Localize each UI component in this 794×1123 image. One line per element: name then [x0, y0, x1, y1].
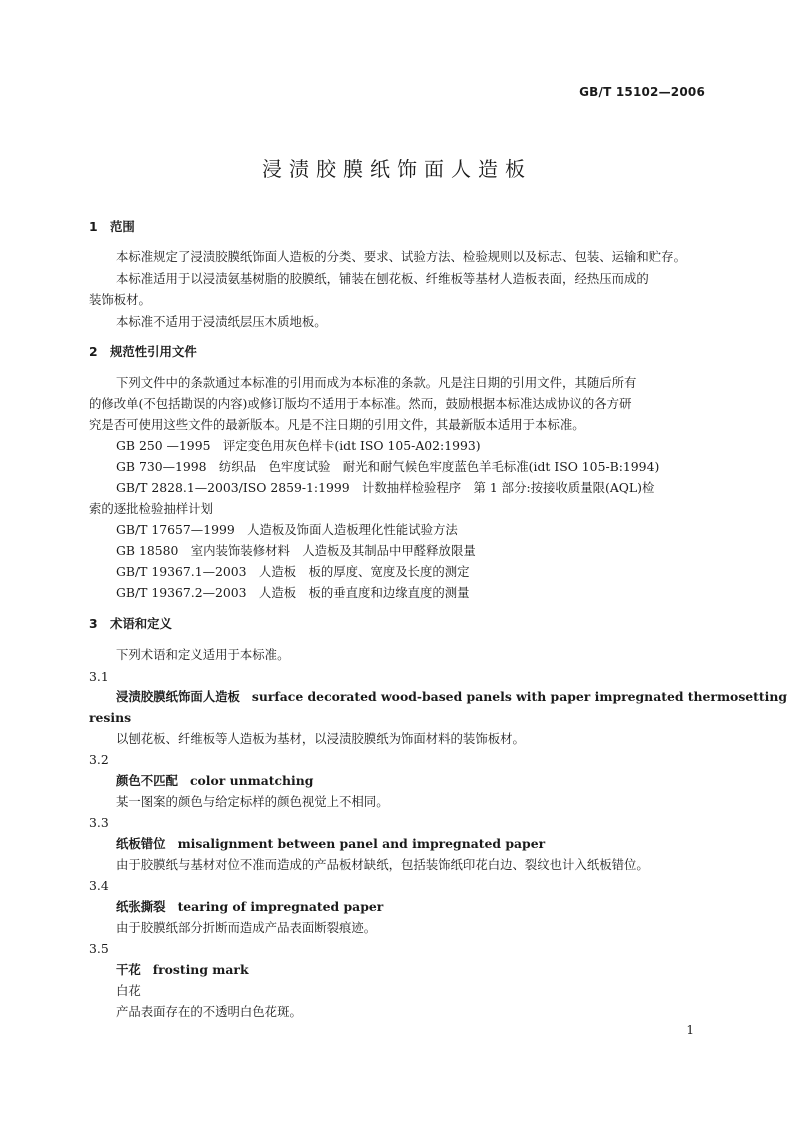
- term-definition: 由于胶膜纸部分折断而造成产品表面断裂痕迹。: [116, 920, 377, 935]
- term-number: 3.2: [89, 752, 109, 767]
- term-number: 3.5: [89, 941, 109, 956]
- paragraph: 本标准适用于以浸渍氨基树脂的胶膜纸，铺装在刨花板、纤维板等基材人造板表面，经热压而成的: [116, 271, 649, 286]
- term-heading: 浸渍胶膜纸饰面人造板 surface decorated wood-based panels with paper impregnated thermosetting: [116, 689, 788, 704]
- paragraph-cont: 装饰板材。: [89, 292, 151, 307]
- standard-code: GB/T 15102—2006: [579, 85, 705, 99]
- reference-item-cont: 索的逐批检验抽样计划: [89, 501, 213, 516]
- term-number: 3.3: [89, 815, 109, 830]
- reference-item: GB 250 —1995 评定变色用灰色样卡(idt ISO 105-A02:1993): [116, 438, 481, 453]
- section-1-heading: 1 范围: [89, 219, 135, 234]
- paragraph-cont: 究是否可使用这些文件的最新版本。凡是不注日期的引用文件，其最新版本适用于本标准。: [89, 417, 585, 432]
- term-number: 3.4: [89, 878, 109, 893]
- reference-item: GB/T 19367.1—2003 人造板 板的厚度、宽度及长度的测定: [116, 564, 470, 579]
- term-heading: 干花 frosting mark: [116, 962, 249, 977]
- term-definition: 产品表面存在的不透明白色花斑。: [116, 1004, 302, 1019]
- term-definition: 某一图案的颜色与给定标样的颜色视觉上不相同。: [116, 794, 389, 809]
- term-definition: 以刨花板、纤维板等人造板为基材，以浸渍胶膜纸为饰面材料的装饰板材。: [116, 731, 525, 746]
- page-number: 1: [686, 1023, 694, 1037]
- term-number: 3.1: [89, 669, 109, 684]
- section-3-heading: 3 术语和定义: [89, 616, 172, 631]
- paragraph: 下列文件中的条款通过本标准的引用而成为本标准的条款。凡是注日期的引用文件，其随后所有: [116, 375, 637, 390]
- reference-item: GB 730—1998 纺织品 色牢度试验 耐光和耐气候色牢度蓝色羊毛标准(idt ISO 105-B:1994): [116, 459, 660, 474]
- paragraph-cont: 的修改单(不包括勘误的内容)或修订版均不适用于本标准。然而，鼓励根据本标准达成协议的各方研: [89, 396, 632, 411]
- reference-item: GB 18580 室内装饰装修材料 人造板及其制品中甲醛释放限量: [116, 543, 476, 558]
- term-heading: 纸板错位 misalignment between panel and impregnated paper: [116, 836, 546, 851]
- term-heading: 纸张撕裂 tearing of impregnated paper: [116, 899, 384, 914]
- term-heading-cont: resins: [89, 710, 132, 725]
- term-heading: 颜色不匹配 color unmatching: [116, 773, 314, 788]
- paragraph: 本标准规定了浸渍胶膜纸饰面人造板的分类、要求、试验方法、检验规则以及标志、包装、运输和贮存。: [116, 249, 686, 264]
- paragraph: 本标准不适用于浸渍纸层压木质地板。: [116, 314, 327, 329]
- paragraph: 下列术语和定义适用于本标准。: [116, 647, 290, 662]
- document-title: 浸渍胶膜纸饰面人造板: [262, 157, 532, 181]
- term-definition: 由于胶膜纸与基材对位不准而造成的产品板材缺纸，包括装饰纸印花白边、裂纹也计入纸板错位。: [116, 857, 649, 872]
- term-synonym: 白花: [116, 983, 141, 998]
- reference-item: GB/T 2828.1—2003/ISO 2859-1:1999 计数抽样检验程序 第 1 部分:按接收质量限(AQL)检: [116, 480, 655, 495]
- section-2-heading: 2 规范性引用文件: [89, 344, 197, 359]
- reference-item: GB/T 17657—1999 人造板及饰面人造板理化性能试验方法: [116, 522, 458, 537]
- reference-item: GB/T 19367.2—2003 人造板 板的垂直度和边缘直度的测量: [116, 585, 470, 600]
